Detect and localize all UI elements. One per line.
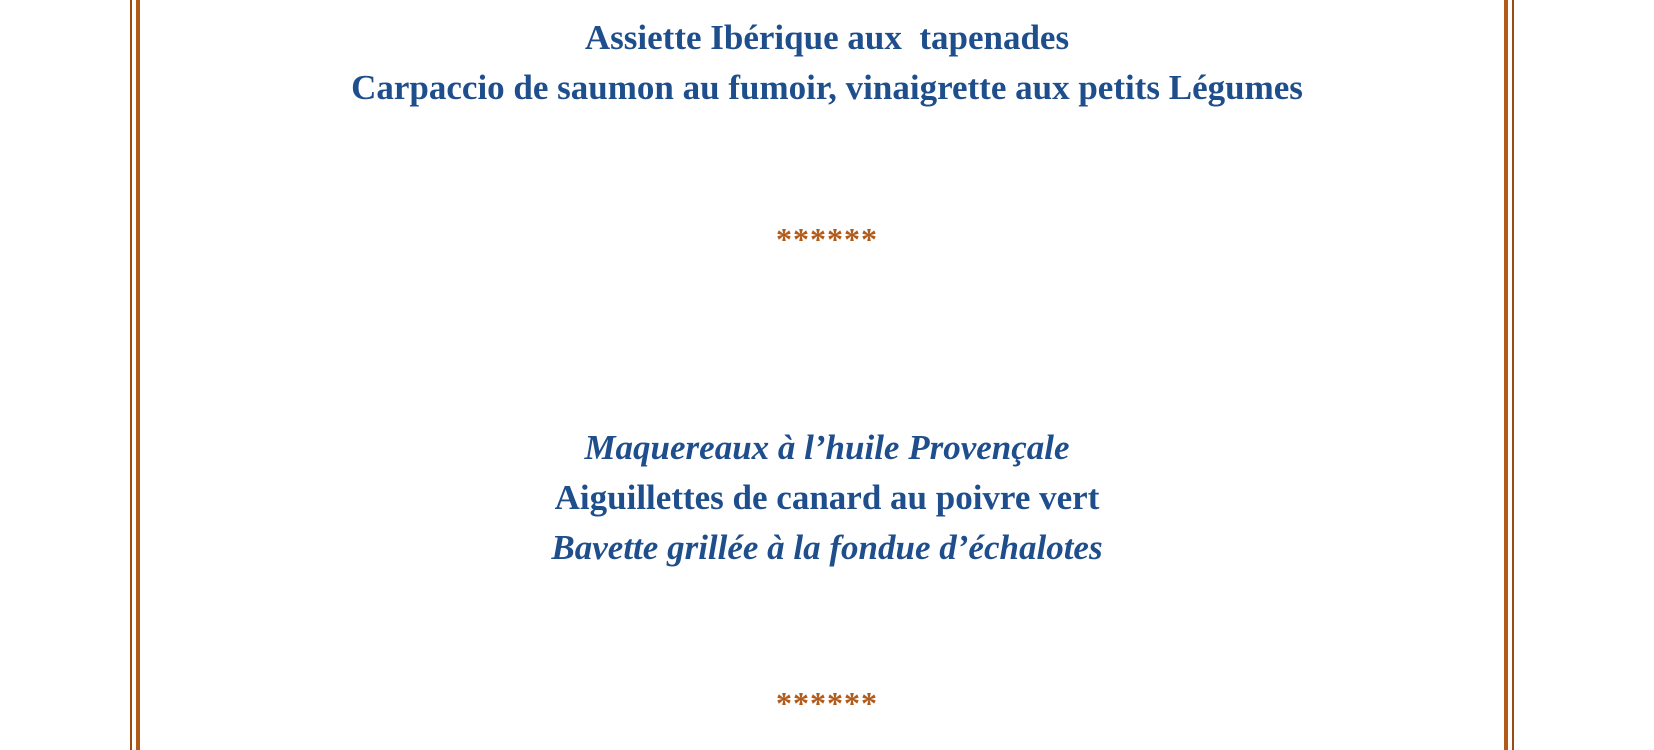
main-item: Bavette grillée à la fondue d’échalotes <box>551 528 1103 567</box>
section-separator: ****** <box>776 221 878 257</box>
section-separator: ****** <box>776 685 878 721</box>
main-item: Maquereaux à l’huile Provençale <box>584 428 1070 467</box>
page-border-inner <box>136 0 1508 750</box>
starter-item: Assiette Ibérique aux tapenades <box>584 18 1070 57</box>
main-item: Aiguillettes de canard au poivre vert <box>554 478 1100 517</box>
starter-item: Carpaccio de saumon au fumoir, vinaigrette aux petits Légumes <box>351 68 1303 107</box>
